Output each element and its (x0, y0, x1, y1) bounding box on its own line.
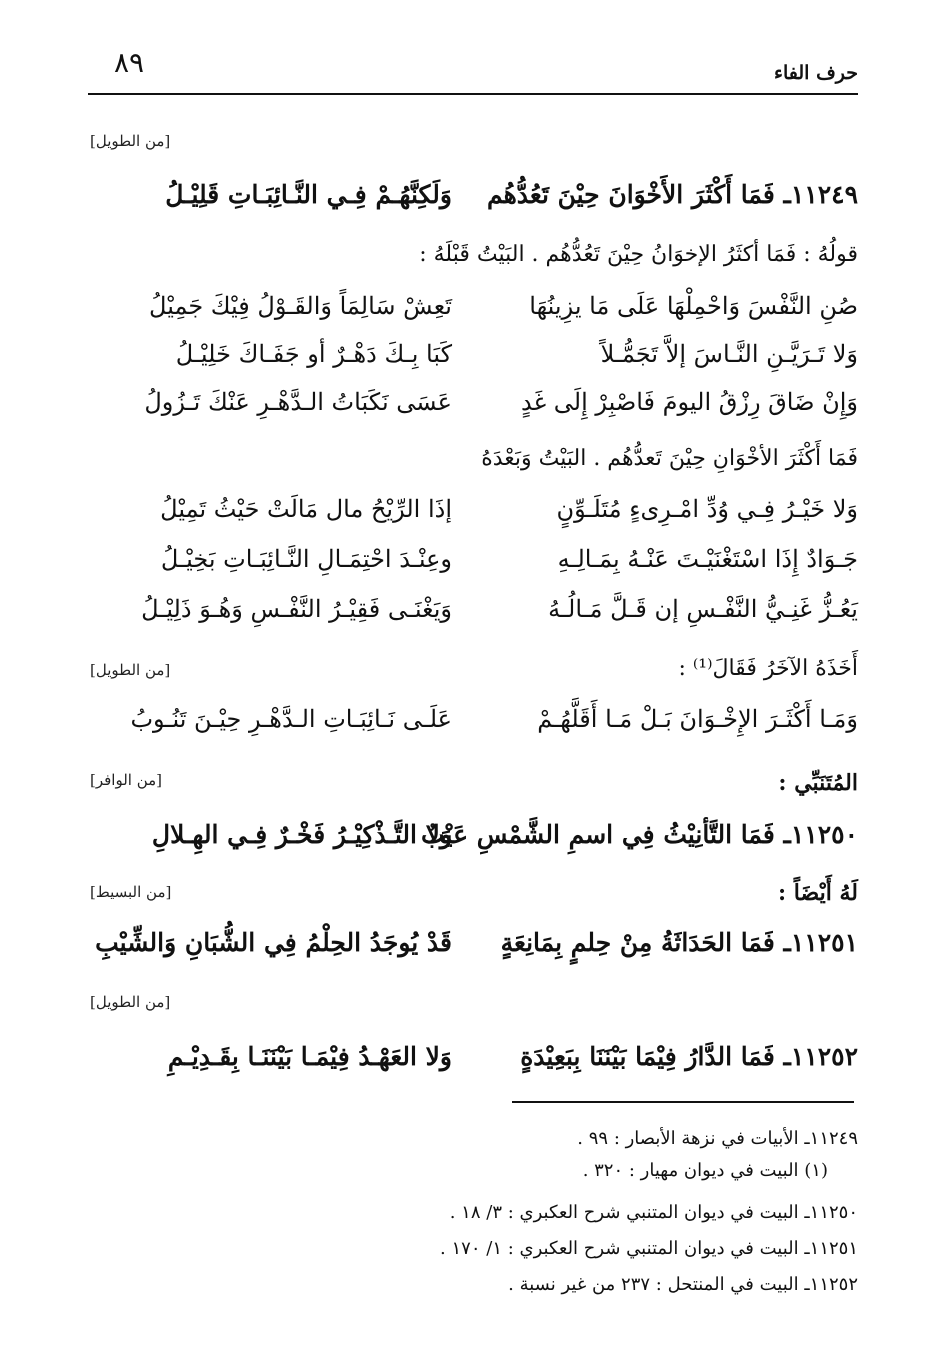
commentary-line: فَمَا أَكْثَرَ الأخْوَانِ حِيْنَ تَعدُّهُم . البَيْتُ وَبَعْدَهُ (481, 446, 858, 471)
verse-second-hemistich: قَدْ يُوجَدُ الحِلْمُ فِي الشُّبَانِ وَالشِّيْبِ (95, 928, 452, 957)
verse-second-hemistich: تَعِشْ سَالِمَاً وَالقَـوْلُ فِيْكَ جَمِيْلُ (149, 292, 452, 320)
verse-first-hemistich: ١١٢٥٠ـ فَمَا التَّأنِيْثُ فِي اسمِ الشَّمْسِ عَيْبٌ (420, 820, 858, 849)
quoted-verse (0, 545, 944, 595)
quoted-verse (0, 292, 944, 342)
quoted-verse (0, 595, 944, 645)
footnote: ١١٢٥١ـ البيت في ديوان المتنبي شرح العكبري : ١/ ١٧٠ . (440, 1238, 858, 1259)
header-rule (88, 93, 858, 95)
verse-second-hemistich: وَلا العَهْـدُ فِيْمَـا بَيْنَنَـا بِقَـدِيْـمِ (167, 1042, 452, 1071)
commentary-line: أَخَذَهُ الآخَرُ فَقَالَ⁽¹⁾ : (678, 656, 858, 681)
meter-label: [من الطويل] (90, 993, 171, 1011)
verse-11249 (0, 180, 944, 230)
commentary-line: قولُهُ : فَمَا أكثَرُ الإخوَانُ حِيْنَ تَعُدُّهُم . البَيْتُ قَبْلَهُ : (419, 242, 858, 267)
verse-first-hemistich: جَـوَادٌ إِذَا اسْتَغْنَيْـتَ عَنْـهُ بِمَـالِـهِ (557, 545, 858, 573)
footnote: ١١٢٤٩ـ الأبيات في نزهة الأبصار : ٩٩ . (577, 1128, 858, 1149)
quoted-verse (0, 340, 944, 390)
page-number: ٨٩ (114, 46, 145, 79)
quoted-verse (0, 705, 944, 755)
footnote: ١١٢٥٠ـ البيت في ديوان المتنبي شرح العكبري : ٣/ ١٨ . (449, 1202, 858, 1223)
verse-first-hemistich: وَلا تَـرَيَّـنِ النَّـاسَ إلاَّ تَجَمُّـلاً (600, 340, 858, 368)
footnote: (١) البيت في ديوان مهيار : ٣٢٠ . (582, 1160, 828, 1181)
poet-attribution: لَهُ أَيْضَاً : (778, 880, 858, 906)
verse-first-hemistich: وَإِنْ ضَاقَ رِزْقُ اليومَ فَاصْبِرْ إِلَى غَدٍ (520, 388, 858, 416)
verse-second-hemistich: وَلا التَّـذْكِيْـرُ فَخْـرٌ فِـي الهِـلالِ (151, 820, 452, 849)
verse-first-hemistich: وَلا خَيْـرُ فِـي وُدِّ امْـرِىءٍ مُتَلَـوِّنٍ (556, 495, 858, 523)
verse-second-hemistich: وَلَكِنَّهُـمْ فِـي النَّـائِبَـاتِ قَلِيْـلُ (165, 180, 452, 209)
meter-label: [من الطويل] (90, 132, 171, 150)
verse-11252 (0, 1042, 944, 1092)
quoted-verse (0, 495, 944, 545)
meter-label: [من الطويل] (90, 661, 171, 679)
verse-11250 (0, 820, 944, 870)
verse-second-hemistich: كَبَا بِـكَ دَهْـرٌ أو جَفَـاكَ خَلِيْـلُ (175, 340, 452, 368)
verse-first-hemistich: ١١٢٥١ـ فَمَا الحَدَاثَةُ مِنْ حِلمٍ بِمَانِعَةٍ (500, 928, 858, 957)
verse-second-hemistich: عَلَـى نَـائِبَـاتِ الـدَّهْـرِ حِيْـنَ تَنُـوبُ (130, 705, 452, 733)
footnote-rule (512, 1101, 854, 1103)
meter-label: [من الوافر] (90, 771, 163, 789)
footnote: ١١٢٥٢ـ البيت في المنتحل : ٢٣٧ من غير نسبة . (508, 1274, 858, 1295)
page-header (88, 40, 858, 95)
verse-second-hemistich: عَسَى نَكَبَاتُ الـدَّهْـرِ عَنْكَ تَـزُولُ (144, 388, 452, 416)
verse-first-hemistich: يَعُـزُّ غَنِـيُّ النَّفْـسِ إن قَـلَّ مَـالُـهُ (548, 595, 858, 623)
meter-label: [من البسيط] (90, 883, 172, 901)
verse-first-hemistich: ١١٢٥٢ـ فَمَا الدَّارُ فِيْمَا بَيْنَنَا بِبَعِيْدَةٍ (520, 1042, 858, 1071)
verse-second-hemistich: إذَا الرِّيْحُ مال مَالَتْ حَيْثُ تَمِيْلُ (160, 495, 452, 523)
verse-first-hemistich: وَمَـا أَكْثَـرَ الإِخْـوَانَ بَـلْ مَـا أَقَلَّهُـمْ (537, 705, 858, 733)
verse-second-hemistich: وعِنْـدَ احْتِمَـالِ النَّـائِبَـاتِ بَخِيْـلُ (160, 545, 452, 573)
verse-second-hemistich: وَيَغْنَـى فَقِيْـرُ النَّفْـسِ وَهُـوَ ذَلِيْـلُ (141, 595, 452, 623)
verse-first-hemistich: ١١٢٤٩ـ فَمَا أَكْثَرَ الأَخْوَانَ حِيْنَ تَعُدُّهُم (486, 180, 858, 209)
verse-11251 (0, 928, 944, 978)
poet-attribution: المُتَنَبِّي : (778, 770, 858, 796)
verse-first-hemistich: صُنِ النَّفْسَ وَاحْمِلْهَا عَلَى مَا يزِينُهَا (529, 292, 858, 320)
running-title: حرف الفاء (774, 62, 858, 84)
quoted-verse (0, 388, 944, 438)
